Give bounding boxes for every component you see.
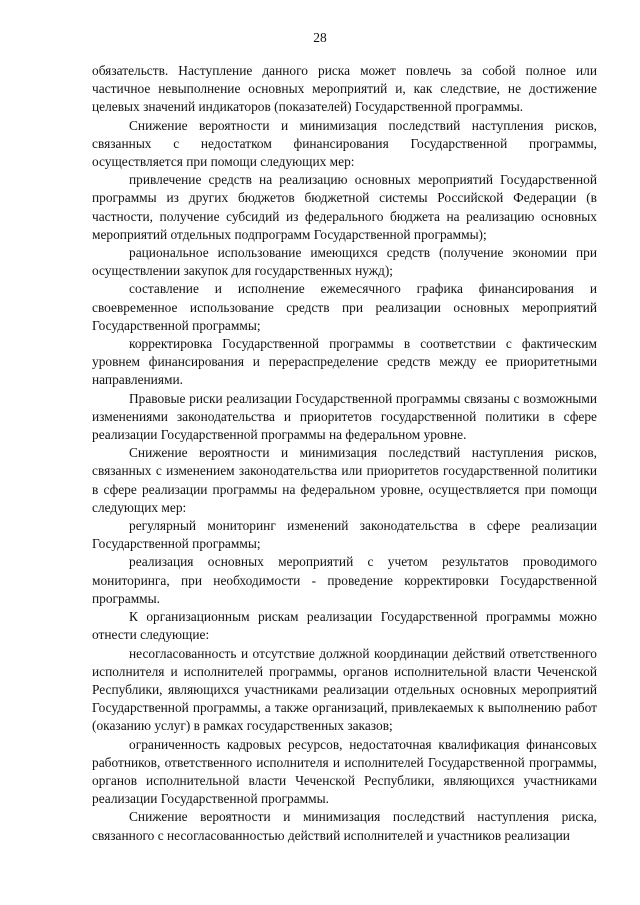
paragraph-funding-risk-mitigation: Снижение вероятности и минимизация последствий наступления рисков, связанных с недостатком финансирования Государственной программы, осуществляется при помощи следующих мер: [92, 117, 597, 170]
document-body [92, 62, 597, 845]
list-item-limited-resources: ограниченность кадровых ресурсов, недостаточная квалификация финансовых работников, ответственного исполнителя и исполнителей Государственной программы, органов исполнительной власти Чеченской Республики, являющихся участниками реализации Государственной программы. [92, 736, 597, 807]
list-item-monitoring: регулярный мониторинг изменений законодательства в сфере реализации Государственной программы; [92, 518, 597, 552]
paragraph-continuation: обязательств. Наступление данного риска может повлечь за собой полное или частичное невыполнение основных мероприятий и, как следствие, не достижение целевых значений индикаторов (показателей) Государственной программы. [92, 63, 597, 115]
list-item-adjustment: корректировка Государственной программы в соответствии с фактическим уровнем финансирования и перераспределение средств между ее приоритетными направлениями. [92, 336, 597, 388]
list-item-implementation: реализация основных мероприятий с учетом результатов проводимого мониторинга, при необходимости - проведение корректировки Государственной программы. [92, 554, 597, 606]
list-item-rational-use: рациональное использование имеющихся средств (получение экономии при осуществлении закупок для государственных нужд); [92, 245, 597, 279]
paragraph-organizational-risks: К организационным рискам реализации Государственной программы можно отнести следующие: [92, 609, 597, 643]
list-item-monthly-schedule: составление и исполнение ежемесячного графика финансирования и своевременное использование средств при реализации основных мероприятий Государственной программы; [92, 281, 597, 333]
paragraph-legal-risk-mitigation: Снижение вероятности и минимизация последствий наступления рисков, связанных с изменением законодательства или приоритетов государственной политики в сфере реализации программы на федеральном уровне, осуществляется при помощи следующих мер: [92, 445, 597, 515]
paragraph-legal-risks: Правовые риски реализации Государственной программы связаны с возможными изменениями законодательства и приоритетов государственной политики в сфере реализации Государственной программы на федеральном уровне. [92, 390, 597, 443]
paragraph-organizational-risk-mitigation: Снижение вероятности и минимизация последствий наступления риска, связанного с несогласованностью действий исполнителей и участников реализации [92, 809, 597, 843]
list-item-attract-funds: привлечение средств на реализацию основных мероприятий Государственной программы из других бюджетов бюджетной системы Российской Федерации (в частности, получение субсидий из федерального бюджета на реализацию основных мероприятий отдельных подпрограмм Государственной программы); [92, 172, 597, 242]
page-number: 28 [313, 30, 327, 45]
list-item-inconsistency: несогласованность и отсутствие должной координации действий ответственного исполнителя и исполнителей программы, органов исполнительной власти Чеченской Республики, являющихся участниками реализации отдельных основных мероприятий Государственной программы, а также организаций, привлекаемых к выполнению работ (оказанию услуг) в рамках государственных заказов; [92, 645, 597, 734]
